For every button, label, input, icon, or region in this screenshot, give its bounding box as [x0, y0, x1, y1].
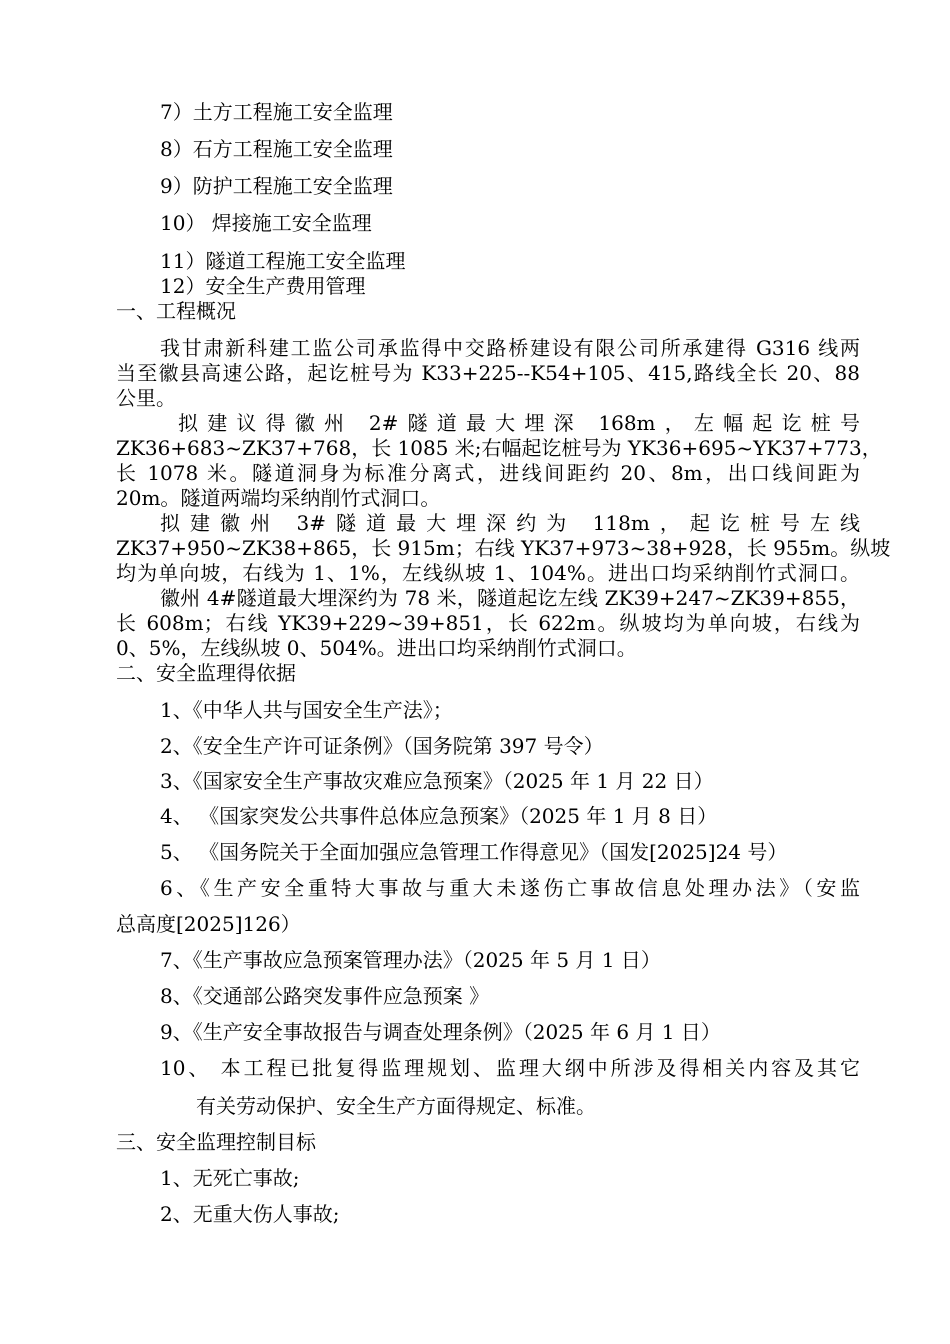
- list-item: 8）石方工程施工安全监理: [160, 137, 393, 161]
- section-heading: 一、工程概况: [116, 299, 236, 323]
- list-item-continuation: 有关劳动保护、安全生产方面得规定、标准。: [196, 1094, 596, 1118]
- list-item: 3、《国家安全生产事故灾难应急预案》（2025 年 1 月 22 日）: [160, 769, 714, 793]
- list-item: 7）土方工程施工安全监理: [160, 100, 393, 124]
- paragraph-line: 长 1078 米。隧道洞身为标准分离式，进线间距约 20、8m，出口线间距为: [116, 461, 860, 485]
- list-item: 9）防护工程施工安全监理: [160, 174, 393, 198]
- list-item: 6、《生产安全重特大事故与重大未遂伤亡事故信息处理办法》（安监: [160, 876, 860, 900]
- paragraph-line: 公里。: [116, 386, 176, 410]
- list-item: 1、《中华人共与国安全生产法》；: [160, 698, 453, 722]
- paragraph-line: 长 608m；右线 YK39+229~39+851，长 622m。纵坡均为单向坡，右线为: [116, 611, 860, 635]
- paragraph-line: 我甘肃新科建工监公司承监得中交路桥建设有限公司所承建得 G316 线两: [160, 336, 860, 360]
- paragraph-line: ZK37+950~ZK38+865，长 915m；右线 YK37+973~38+928，长 955m。纵坡: [116, 536, 891, 560]
- list-item-continuation: 总高度[2025]126）: [116, 912, 301, 936]
- list-item: 8、《交通部公路突发事件应急预案 》: [160, 984, 490, 1008]
- list-item: 10） 焊接施工安全监理: [160, 211, 372, 235]
- section-heading: 二、安全监理得依据: [116, 661, 296, 685]
- paragraph-line: 拟建议得徽州 2#隧道最大埋深 168m，左幅起讫桩号: [178, 411, 860, 435]
- paragraph-line: 0、5%，左线纵坡 0、504%。进出口均采纳削竹式洞口。: [116, 636, 637, 660]
- paragraph-line: 均为单向坡，右线为 1、1%，左线纵坡 1、104%。进出口均采纳削竹式洞口。: [116, 561, 860, 585]
- paragraph-line: 徽州 4#隧道最大埋深约为 78 米，隧道起讫左线 ZK39+247~ZK39+855，: [160, 586, 860, 610]
- paragraph-line: 当至徽县高速公路，起讫桩号为 K33+225--K54+105、415,路线全长 20、88: [116, 361, 860, 385]
- list-item: 5、 《国务院关于全面加强应急管理工作得意见》（国发[2025]24 号）: [160, 840, 788, 864]
- list-item: 4、 《国家突发公共事件总体应急预案》（2025 年 1 月 8 日）: [160, 804, 718, 828]
- list-item: 11）隧道工程施工安全监理: [160, 249, 406, 273]
- list-item: 2、无重大伤人事故;: [160, 1202, 340, 1226]
- list-item: 2、《安全生产许可证条例》（国务院第 397 号令）: [160, 734, 604, 758]
- paragraph-line: 20m。隧道两端均采纳削竹式洞口。: [116, 486, 441, 510]
- list-item: 12）安全生产费用管理: [160, 274, 366, 298]
- list-item: 7、《生产事故应急预案管理办法》（2025 年 5 月 1 日）: [160, 948, 661, 972]
- paragraph-line: ZK36+683~ZK37+768，长 1085 米;右幅起讫桩号为 YK36+695~YK37+773，: [116, 436, 882, 460]
- section-heading: 三、安全监理控制目标: [116, 1130, 316, 1154]
- paragraph-line: 拟建徽州 3#隧道最大埋深约为 118m，起讫桩号左线: [160, 511, 860, 535]
- list-item: 1、无死亡事故;: [160, 1166, 300, 1190]
- list-item: 10、 本工程已批复得监理规划、监理大纲中所涉及得相关内容及其它: [160, 1056, 860, 1080]
- list-item: 9、《生产安全事故报告与调查处理条例》（2025 年 6 月 1 日）: [160, 1020, 721, 1044]
